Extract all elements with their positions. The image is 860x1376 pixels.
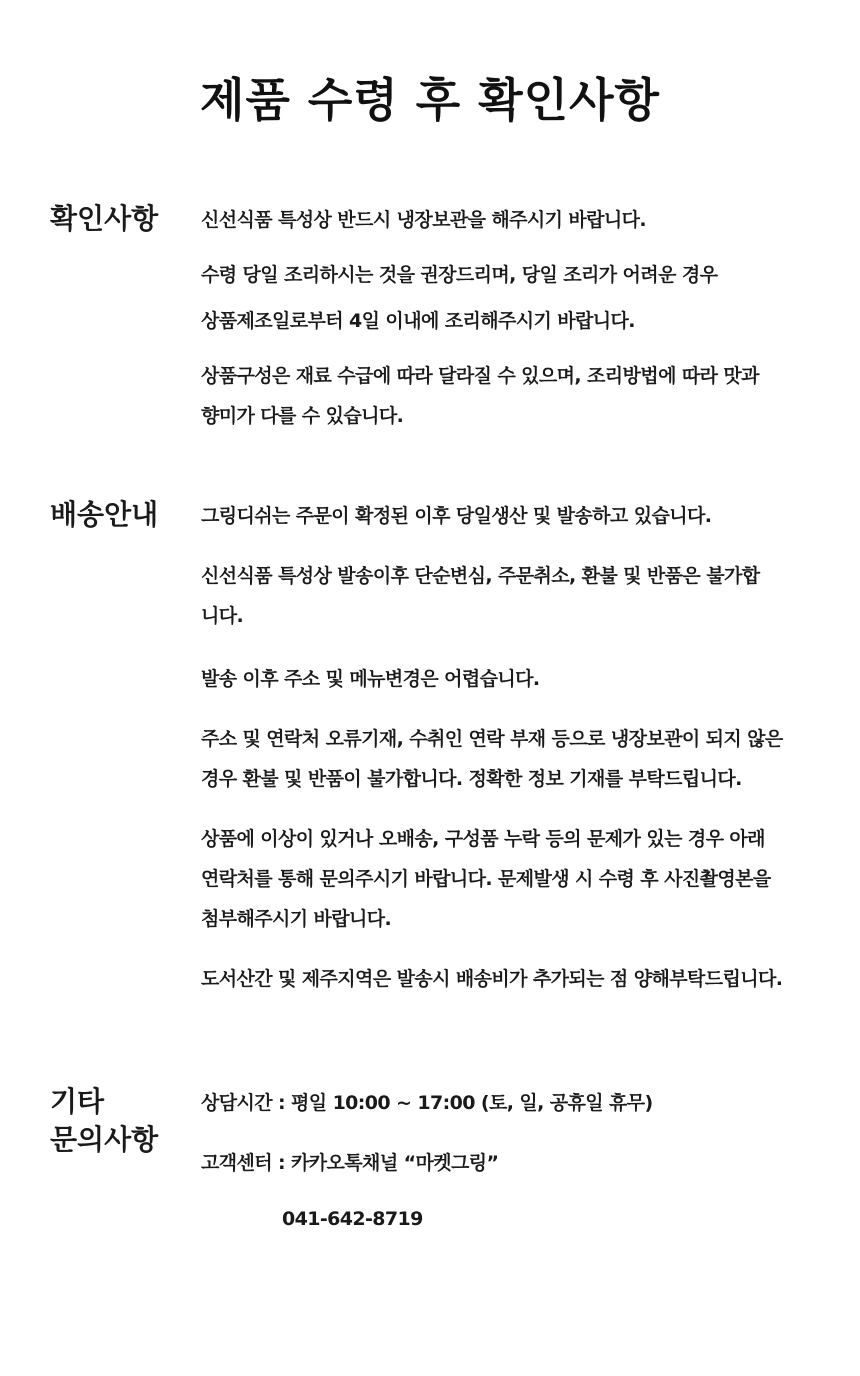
shipping-line: 연락처를 통해 문의주시기 바랍니다. 문제발생 시 수령 후 사진촬영본을 <box>201 868 771 890</box>
consult-hours: 상담시간 : 평일 10:00 ~ 17:00 (토, 일, 공휴일 휴무) <box>201 1092 653 1114</box>
check-line: 상품제조일로부터 4일 이내에 조리해주시기 바랍니다. <box>201 310 635 332</box>
customer-center: 고객센터 : 카카오톡채널 “마켓그링” <box>201 1152 499 1174</box>
shipping-line: 신선식품 특성상 발송이후 단순변심, 주문취소, 환불 및 반품은 불가합 <box>201 565 760 587</box>
shipping-line: 상품에 이상이 있거나 오배송, 구성품 누락 등의 문제가 있는 경우 아래 <box>201 828 765 850</box>
check-line: 신선식품 특성상 반드시 냉장보관을 해주시기 바랍니다. <box>201 209 647 231</box>
shipping-line: 그링디쉬는 주문이 확정된 이후 당일생산 및 발송하고 있습니다. <box>201 505 712 527</box>
shipping-line: 주소 및 연락처 오류기재, 수취인 연락 부재 등으로 냉장보관이 되지 않은 <box>201 728 783 750</box>
page-title: 제품 수령 후 확인사항 <box>200 73 660 127</box>
section-label-etc: 기타 <box>50 1085 105 1118</box>
check-line: 상품구성은 재료 수급에 따라 달라질 수 있으며, 조리방법에 따라 맛과 <box>201 365 759 387</box>
shipping-line: 발송 이후 주소 및 메뉴변경은 어렵습니다. <box>201 668 540 690</box>
check-line: 수령 당일 조리하시는 것을 권장드리며, 당일 조리가 어려운 경우 <box>201 264 718 286</box>
check-line: 향미가 다를 수 있습니다. <box>201 405 404 427</box>
phone-number: 041-642-8719 <box>282 1208 423 1230</box>
shipping-line: 도서산간 및 제주지역은 발송시 배송비가 추가되는 점 양해부탁드립니다. <box>201 968 783 990</box>
shipping-line: 경우 환불 및 반품이 불가합니다. 정확한 정보 기재를 부탁드립니다. <box>201 768 742 790</box>
section-label-etc-2: 문의사항 <box>50 1123 159 1156</box>
section-label-check: 확인사항 <box>50 202 159 235</box>
section-label-shipping: 배송안내 <box>50 498 159 531</box>
shipping-line: 니다. <box>201 605 244 627</box>
shipping-line: 첨부해주시기 바랍니다. <box>201 908 392 930</box>
